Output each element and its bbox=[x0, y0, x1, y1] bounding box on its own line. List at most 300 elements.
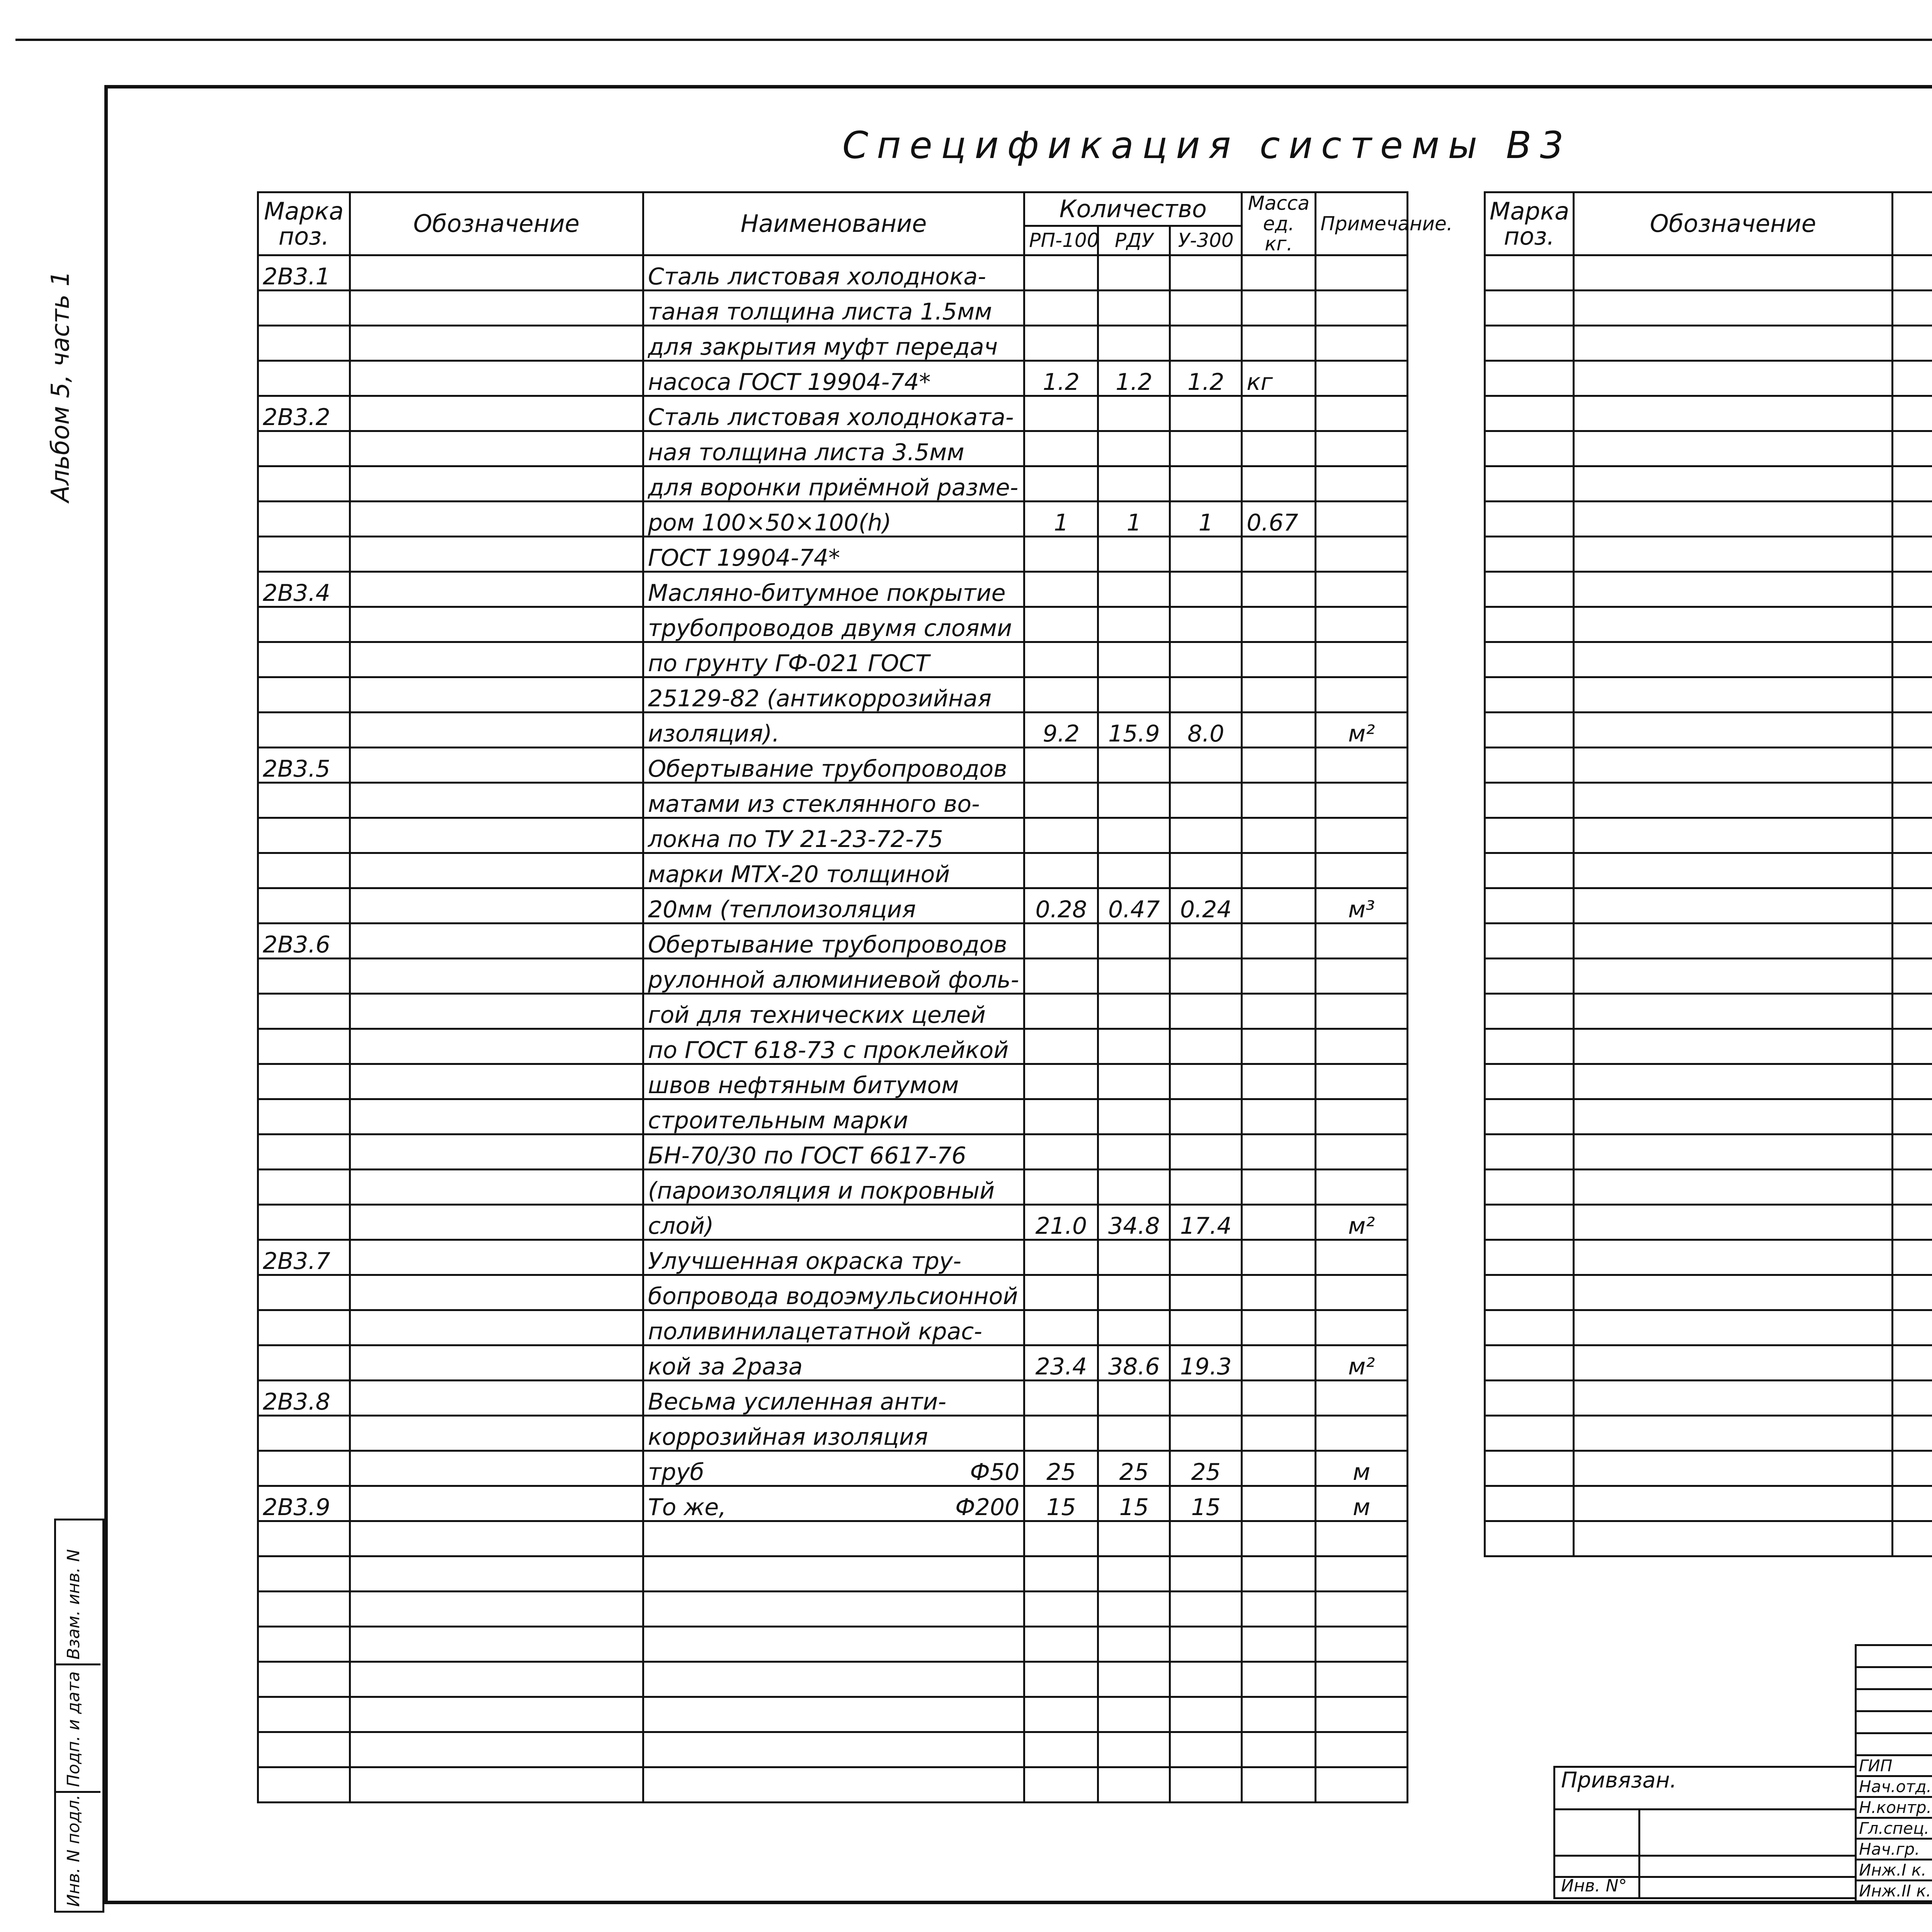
cell-designation bbox=[350, 1169, 643, 1204]
empty-cell bbox=[1574, 677, 1893, 712]
stamp-inv-orig: Инв. N подл. bbox=[64, 1794, 83, 1907]
name-text: кой за 2раза bbox=[648, 1353, 803, 1380]
table-row bbox=[1485, 747, 1932, 782]
cell-mark bbox=[258, 1204, 350, 1240]
cell-name bbox=[643, 1451, 1024, 1486]
cell-designation bbox=[350, 290, 643, 325]
cell-mark bbox=[258, 853, 350, 888]
cell-q1 bbox=[1024, 993, 1098, 1029]
table-row bbox=[1485, 501, 1932, 536]
cell-q2 bbox=[1098, 1029, 1170, 1064]
cell-mass bbox=[1242, 396, 1316, 431]
cell-q3 bbox=[1170, 747, 1242, 782]
signer-role: Нач.гр. bbox=[1856, 1839, 1932, 1860]
cell-q2: 0.47 bbox=[1098, 888, 1170, 923]
cell-q2 bbox=[1098, 958, 1170, 993]
cell-name bbox=[643, 536, 1024, 571]
cell-q1 bbox=[1024, 290, 1098, 325]
cell-q1 bbox=[1024, 958, 1098, 993]
table-row bbox=[1485, 466, 1932, 501]
cell-q3 bbox=[1170, 1556, 1242, 1591]
cell-q1: 9.2 bbox=[1024, 712, 1098, 747]
table-row bbox=[1485, 642, 1932, 677]
name-text: швов нефтяным битумом bbox=[648, 1071, 959, 1099]
cell-mass bbox=[1242, 255, 1316, 290]
cell-name bbox=[643, 1380, 1024, 1415]
table-row bbox=[258, 1134, 1408, 1169]
name-text: по грунту ГФ-021 ГОСТ bbox=[648, 650, 930, 677]
table-row bbox=[258, 1064, 1408, 1099]
cell-name bbox=[643, 993, 1024, 1029]
cell-q1: 0.28 bbox=[1024, 888, 1098, 923]
table-row bbox=[1485, 1275, 1932, 1310]
title-block bbox=[1855, 1644, 1932, 1899]
cell-name bbox=[643, 747, 1024, 782]
empty-cell bbox=[1485, 536, 1574, 571]
name-text: для закрытия муфт передач bbox=[648, 333, 998, 361]
cell-name bbox=[643, 677, 1024, 712]
cell-mass bbox=[1242, 1732, 1316, 1767]
empty-cell bbox=[1893, 396, 1932, 431]
stamp-sign-date: Подп. и дата bbox=[64, 1671, 83, 1787]
cell-name bbox=[643, 571, 1024, 607]
table-row bbox=[1485, 536, 1932, 571]
cell-mark bbox=[258, 1767, 350, 1802]
cell-mark bbox=[258, 1556, 350, 1591]
cell-name bbox=[643, 1345, 1024, 1380]
cell-mark bbox=[258, 1732, 350, 1767]
empty-cell bbox=[1485, 1451, 1574, 1486]
cell-q3 bbox=[1170, 1310, 1242, 1345]
cell-mark: 2В3.7 bbox=[258, 1240, 350, 1275]
cell-mass bbox=[1242, 818, 1316, 853]
cell-mark bbox=[258, 1415, 350, 1451]
table-row bbox=[258, 361, 1408, 396]
name-text: Масляно-битумное покрытие bbox=[648, 579, 1006, 607]
cell-q3 bbox=[1170, 1591, 1242, 1626]
cell-mass bbox=[1242, 1134, 1316, 1169]
header-q2: РДУ bbox=[1098, 226, 1170, 255]
table-row bbox=[1485, 677, 1932, 712]
table-row bbox=[1485, 1240, 1932, 1275]
name-text: ГОСТ 19904-74* bbox=[648, 544, 840, 571]
cell-designation bbox=[350, 958, 643, 993]
cell-q1 bbox=[1024, 782, 1098, 818]
empty-cell bbox=[1893, 325, 1932, 361]
cell-name bbox=[643, 1240, 1024, 1275]
table-row bbox=[1485, 396, 1932, 431]
cell-q2 bbox=[1098, 1275, 1170, 1310]
cell-note bbox=[1316, 1697, 1408, 1732]
cell-mass bbox=[1242, 888, 1316, 923]
empty-cell bbox=[1893, 1134, 1932, 1169]
cell-q2 bbox=[1098, 1626, 1170, 1662]
name-text: по ГОСТ 618-73 с проклейкой bbox=[648, 1036, 1009, 1064]
empty-cell bbox=[1485, 396, 1574, 431]
empty-cell bbox=[1574, 642, 1893, 677]
cell-mark bbox=[258, 1591, 350, 1626]
name-text: рулонной алюминиевой фоль- bbox=[648, 966, 1019, 993]
cell-designation bbox=[350, 1275, 643, 1310]
cell-designation bbox=[350, 255, 643, 290]
cell-mass bbox=[1242, 1345, 1316, 1380]
cell-mass bbox=[1242, 677, 1316, 712]
empty-cell bbox=[1485, 1240, 1574, 1275]
signer-row bbox=[1856, 1839, 1932, 1860]
table-row bbox=[258, 255, 1408, 290]
cell-q3 bbox=[1170, 571, 1242, 607]
cell-note bbox=[1316, 325, 1408, 361]
cell-q3 bbox=[1170, 1169, 1242, 1204]
cell-q1 bbox=[1024, 1415, 1098, 1451]
cell-mark: 2В3.6 bbox=[258, 923, 350, 958]
header-q1: РП-100 bbox=[1024, 226, 1098, 255]
empty-cell bbox=[1893, 853, 1932, 888]
name-text: 25129-82 (антикоррозийная bbox=[648, 685, 992, 712]
empty-cell bbox=[1893, 607, 1932, 642]
cell-name bbox=[643, 853, 1024, 888]
cell-name bbox=[643, 958, 1024, 993]
cell-name bbox=[643, 1029, 1024, 1064]
header-name: Наименование bbox=[643, 192, 1024, 255]
cell-designation bbox=[350, 747, 643, 782]
empty-cell bbox=[1485, 712, 1574, 747]
cell-designation bbox=[350, 853, 643, 888]
cell-designation bbox=[350, 1415, 643, 1451]
signer-role: Инж.I к. bbox=[1856, 1860, 1932, 1881]
cell-mass bbox=[1242, 325, 1316, 361]
cell-mark: 2В3.8 bbox=[258, 1380, 350, 1415]
table-row bbox=[258, 888, 1408, 923]
table-row bbox=[1485, 1521, 1932, 1556]
table-row bbox=[258, 290, 1408, 325]
empty-cell bbox=[1893, 466, 1932, 501]
cell-designation bbox=[350, 431, 643, 466]
empty-cell bbox=[1485, 642, 1574, 677]
table-row bbox=[1485, 431, 1932, 466]
name-text: для воронки приёмной разме- bbox=[648, 474, 1019, 501]
empty-cell bbox=[1485, 290, 1574, 325]
table-row bbox=[1485, 1415, 1932, 1451]
cell-name bbox=[643, 712, 1024, 747]
empty-cell bbox=[1574, 1169, 1893, 1204]
cell-q1 bbox=[1024, 466, 1098, 501]
cell-mark bbox=[258, 501, 350, 536]
cell-q3 bbox=[1170, 677, 1242, 712]
table-row bbox=[1485, 290, 1932, 325]
cell-q3 bbox=[1170, 1415, 1242, 1451]
name-text: БН-70/30 по ГОСТ 6617-76 bbox=[648, 1142, 966, 1169]
cell-mark bbox=[258, 1626, 350, 1662]
cell-q3: 15 bbox=[1170, 1486, 1242, 1521]
cell-designation bbox=[350, 1521, 643, 1556]
table-row bbox=[258, 1732, 1408, 1767]
table-row bbox=[1485, 712, 1932, 747]
cell-mark bbox=[258, 1099, 350, 1134]
cell-note bbox=[1316, 642, 1408, 677]
cell-q3: 17.4 bbox=[1170, 1204, 1242, 1240]
empty-cell bbox=[1893, 958, 1932, 993]
table-row bbox=[1485, 571, 1932, 607]
empty-cell bbox=[1574, 1345, 1893, 1380]
cell-q1 bbox=[1024, 571, 1098, 607]
cell-note bbox=[1316, 1626, 1408, 1662]
empty-cell bbox=[1574, 888, 1893, 923]
cell-mark bbox=[258, 1451, 350, 1486]
cell-q2 bbox=[1098, 1169, 1170, 1204]
cell-designation bbox=[350, 923, 643, 958]
cell-q2 bbox=[1098, 1310, 1170, 1345]
cell-q2 bbox=[1098, 466, 1170, 501]
empty-cell bbox=[1485, 1486, 1574, 1521]
cell-note bbox=[1316, 1556, 1408, 1591]
pipe-diameter: Ф50 bbox=[970, 1458, 1020, 1486]
table-row bbox=[258, 1591, 1408, 1626]
cell-q2 bbox=[1098, 290, 1170, 325]
cell-q1 bbox=[1024, 1697, 1098, 1732]
cell-name bbox=[643, 1767, 1024, 1802]
cell-q1 bbox=[1024, 1556, 1098, 1591]
cell-mass bbox=[1242, 607, 1316, 642]
empty-cell bbox=[1574, 501, 1893, 536]
cell-mark bbox=[258, 1275, 350, 1310]
name-text: марки МТХ-20 толщиной bbox=[648, 861, 950, 888]
empty-cell bbox=[1893, 1029, 1932, 1064]
header-designation: Обозначение bbox=[1574, 192, 1893, 255]
cell-designation bbox=[350, 1310, 643, 1345]
cell-q1: 15 bbox=[1024, 1486, 1098, 1521]
cell-q3: 19.3 bbox=[1170, 1345, 1242, 1380]
tied-label: Привязан. bbox=[1561, 1768, 1677, 1793]
empty-cell bbox=[1893, 1204, 1932, 1240]
table-row bbox=[1485, 1310, 1932, 1345]
cell-q1: 1 bbox=[1024, 501, 1098, 536]
signer-row bbox=[1856, 1797, 1932, 1818]
empty-cell bbox=[1574, 993, 1893, 1029]
cell-q3 bbox=[1170, 1275, 1242, 1310]
empty-cell bbox=[1485, 818, 1574, 853]
empty-cell bbox=[1574, 290, 1893, 325]
empty-cell bbox=[1893, 536, 1932, 571]
cell-q3 bbox=[1170, 1240, 1242, 1275]
header-name bbox=[1893, 192, 1932, 255]
cell-q2 bbox=[1098, 607, 1170, 642]
table-row bbox=[258, 853, 1408, 888]
cell-designation bbox=[350, 1099, 643, 1134]
cell-mass bbox=[1242, 1204, 1316, 1240]
cell-q1 bbox=[1024, 642, 1098, 677]
cell-q3 bbox=[1170, 255, 1242, 290]
empty-cell bbox=[1893, 290, 1932, 325]
cell-designation bbox=[350, 361, 643, 396]
cell-q3 bbox=[1170, 958, 1242, 993]
cell-mark bbox=[258, 1310, 350, 1345]
table-row bbox=[258, 747, 1408, 782]
cell-note bbox=[1316, 1134, 1408, 1169]
cell-q2 bbox=[1098, 1134, 1170, 1169]
table-row bbox=[258, 993, 1408, 1029]
cell-q1 bbox=[1024, 1240, 1098, 1275]
table-row bbox=[258, 1767, 1408, 1802]
cell-name bbox=[643, 1169, 1024, 1204]
cell-name bbox=[643, 1134, 1024, 1169]
empty-cell bbox=[1485, 958, 1574, 993]
cell-note bbox=[1316, 1099, 1408, 1134]
cell-designation bbox=[350, 571, 643, 607]
cell-name bbox=[643, 923, 1024, 958]
cell-note bbox=[1316, 290, 1408, 325]
signer-row bbox=[1856, 1818, 1932, 1839]
cell-mark bbox=[258, 1029, 350, 1064]
header-mark: Марка поз. bbox=[1485, 192, 1574, 255]
table-row bbox=[1485, 361, 1932, 396]
cell-note bbox=[1316, 1310, 1408, 1345]
name-text: Обертывание трубопроводов bbox=[648, 755, 1007, 782]
table-row bbox=[258, 466, 1408, 501]
cell-q1 bbox=[1024, 1380, 1098, 1415]
signer-role: Н.контр. bbox=[1856, 1797, 1932, 1818]
table-row bbox=[258, 1697, 1408, 1732]
cell-q3 bbox=[1170, 1029, 1242, 1064]
cell-mass bbox=[1242, 1662, 1316, 1697]
cell-note bbox=[1316, 536, 1408, 571]
cell-q3: 8.0 bbox=[1170, 712, 1242, 747]
cell-name bbox=[643, 1415, 1024, 1451]
cell-mark: 2В3.1 bbox=[258, 255, 350, 290]
cell-designation bbox=[350, 1732, 643, 1767]
cell-mark bbox=[258, 536, 350, 571]
cell-name bbox=[643, 1662, 1024, 1697]
table-row bbox=[258, 818, 1408, 853]
name-text: гой для технических целей bbox=[648, 1001, 986, 1029]
cell-mark bbox=[258, 642, 350, 677]
cell-note: м³ bbox=[1316, 888, 1408, 923]
empty-cell bbox=[1485, 1099, 1574, 1134]
empty-cell bbox=[1893, 255, 1932, 290]
empty-cell bbox=[1893, 1099, 1932, 1134]
name-text: ная толщина листа 3.5мм bbox=[648, 439, 964, 466]
name-text: Сталь листовая холоднокатa- bbox=[648, 403, 1014, 431]
table-row bbox=[1485, 1380, 1932, 1415]
header-quantity: Количество bbox=[1024, 192, 1242, 226]
empty-cell bbox=[1893, 361, 1932, 396]
empty-cell bbox=[1574, 747, 1893, 782]
empty-cell bbox=[1574, 325, 1893, 361]
cell-name bbox=[643, 642, 1024, 677]
cell-designation bbox=[350, 1380, 643, 1415]
cell-note bbox=[1316, 1662, 1408, 1697]
cell-name bbox=[643, 290, 1024, 325]
cell-name bbox=[643, 361, 1024, 396]
cell-q2: 1 bbox=[1098, 501, 1170, 536]
table-row bbox=[258, 396, 1408, 431]
empty-cell bbox=[1485, 1064, 1574, 1099]
cell-designation bbox=[350, 1556, 643, 1591]
cell-note bbox=[1316, 958, 1408, 993]
empty-cell bbox=[1485, 782, 1574, 818]
cell-q2 bbox=[1098, 1732, 1170, 1767]
name-text: строительным марки bbox=[648, 1107, 908, 1134]
cell-q2 bbox=[1098, 1099, 1170, 1134]
empty-cell bbox=[1485, 1204, 1574, 1240]
cell-designation bbox=[350, 1662, 643, 1697]
cell-designation bbox=[350, 1697, 643, 1732]
cell-q2 bbox=[1098, 325, 1170, 361]
stamp-row bbox=[1856, 1711, 1932, 1733]
stamp-cell bbox=[1856, 1733, 1932, 1755]
cell-mass bbox=[1242, 536, 1316, 571]
cell-q1 bbox=[1024, 1064, 1098, 1099]
cell-q2: 1.2 bbox=[1098, 361, 1170, 396]
header-designation: Обозначение bbox=[350, 192, 643, 255]
cell-mark bbox=[258, 361, 350, 396]
table-row bbox=[258, 1204, 1408, 1240]
cell-q3 bbox=[1170, 1626, 1242, 1662]
spec-table-left bbox=[257, 191, 1453, 1803]
cell-q2: 25 bbox=[1098, 1451, 1170, 1486]
cell-note bbox=[1316, 923, 1408, 958]
cell-mark bbox=[258, 1697, 350, 1732]
empty-cell bbox=[1893, 993, 1932, 1029]
name-text: бопровода водоэмульсионной bbox=[648, 1282, 1018, 1310]
table-row bbox=[258, 571, 1408, 607]
name-text: труб bbox=[648, 1458, 704, 1486]
name-text: трубопроводов двумя слоями bbox=[648, 614, 1012, 642]
table-row bbox=[1485, 1029, 1932, 1064]
table-row bbox=[1485, 958, 1932, 993]
cell-mass bbox=[1242, 1767, 1316, 1802]
empty-cell bbox=[1485, 888, 1574, 923]
cell-q1 bbox=[1024, 1310, 1098, 1345]
cell-q2: 38.6 bbox=[1098, 1345, 1170, 1380]
cell-note bbox=[1316, 466, 1408, 501]
cell-designation bbox=[350, 677, 643, 712]
table-row bbox=[1485, 888, 1932, 923]
empty-cell bbox=[1893, 712, 1932, 747]
cell-mark bbox=[258, 607, 350, 642]
empty-cell bbox=[1893, 1064, 1932, 1099]
cell-mass bbox=[1242, 1029, 1316, 1064]
cell-designation bbox=[350, 1767, 643, 1802]
cell-mark bbox=[258, 677, 350, 712]
empty-cell bbox=[1485, 571, 1574, 607]
cell-mark bbox=[258, 1345, 350, 1380]
table-row bbox=[258, 1626, 1408, 1662]
cell-q1 bbox=[1024, 431, 1098, 466]
cell-q1 bbox=[1024, 1732, 1098, 1767]
empty-cell bbox=[1485, 1169, 1574, 1204]
cell-q2 bbox=[1098, 1591, 1170, 1626]
cell-q3 bbox=[1170, 1380, 1242, 1415]
cell-q3: 1.2 bbox=[1170, 361, 1242, 396]
name-text: ром 100×50×100(h) bbox=[648, 509, 891, 536]
cell-mass bbox=[1242, 1064, 1316, 1099]
tied-col bbox=[1638, 1808, 1640, 1899]
table-row bbox=[258, 501, 1408, 536]
cell-q2: 15 bbox=[1098, 1486, 1170, 1521]
name-text: локна по ТУ 21-23-72-75 bbox=[648, 825, 943, 853]
cell-q3: 0.24 bbox=[1170, 888, 1242, 923]
table-row bbox=[1485, 1169, 1932, 1204]
cell-q2 bbox=[1098, 642, 1170, 677]
table-row bbox=[1485, 607, 1932, 642]
cell-q2 bbox=[1098, 853, 1170, 888]
tied-line-2 bbox=[1553, 1855, 1855, 1857]
signer-row bbox=[1856, 1860, 1932, 1881]
stamp-row bbox=[1856, 1645, 1932, 1667]
tied-line-1 bbox=[1553, 1808, 1855, 1810]
table-row bbox=[258, 607, 1408, 642]
